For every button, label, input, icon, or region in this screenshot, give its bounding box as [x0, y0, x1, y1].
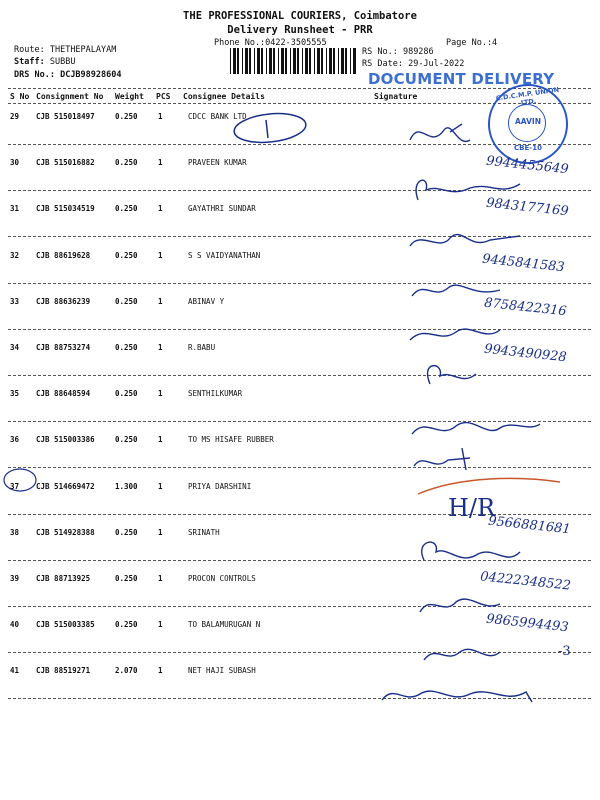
staff-label: Staff:	[14, 57, 45, 67]
row-weight: 0.250	[115, 435, 138, 445]
handwritten-phone: 04222348522	[479, 569, 572, 594]
col-pcs: PCS	[156, 92, 171, 101]
row-pcs: 1	[158, 527, 163, 537]
row-pcs: 1	[158, 620, 163, 630]
row-pcs: 1	[158, 296, 163, 306]
row-sno: 41	[10, 666, 20, 676]
rs-date-label: RS Date:	[362, 59, 403, 69]
row-consignee: TO MS HISAFE RUBBER	[188, 435, 274, 445]
handwritten-phone: 9843177169	[485, 195, 570, 220]
row-consignee: PRAVEEN KUMAR	[188, 158, 247, 168]
row-sno: 37	[10, 481, 20, 491]
row-sno: 32	[10, 250, 20, 260]
document-delivery-stamp: DOCUMENT DELIVERY	[368, 70, 555, 88]
drs-value: DCJB98928604	[60, 70, 122, 80]
col-weight: Weight	[115, 92, 144, 101]
company-title: THE PROFESSIONAL COURIERS, Coimbatore	[183, 10, 417, 22]
handwritten-phone: 9944455649	[485, 153, 570, 178]
col-sno: S No	[10, 92, 30, 101]
rs-no-label: RS No.:	[362, 47, 398, 57]
col-consignment: Consignment No	[36, 92, 104, 101]
row-weight: 0.250	[115, 204, 138, 214]
row-pcs: 1	[158, 158, 163, 168]
row-pcs: 1	[158, 574, 163, 583]
signature-35	[412, 423, 540, 434]
row-consignee: ABINAV Y	[188, 296, 225, 306]
row-weight: 0.250	[115, 112, 138, 121]
row-consignment: CJB 514669472	[36, 481, 95, 491]
row-consignee: PROCON CONTROLS	[188, 574, 256, 583]
row-weight: 0.250	[115, 574, 138, 583]
row-consignment: CJB 88713925	[36, 574, 91, 583]
row-consignment: CJB 88519271	[36, 666, 91, 676]
row-pcs: 1	[158, 112, 163, 121]
row-consignment: CJB 515003386	[36, 435, 95, 445]
handwritten-phone: 9943490928	[483, 341, 568, 366]
row-sno: 33	[10, 296, 20, 306]
row-weight: 0.250	[115, 389, 138, 399]
row-consignment: CJB 88619628	[36, 250, 91, 260]
row-weight: 0.250	[115, 158, 138, 168]
row-sno: 35	[10, 389, 20, 399]
handwritten-phone: 9445841583	[481, 251, 566, 276]
row-sno: 38	[10, 527, 20, 537]
row-consignee: GAYATHRI SUNDAR	[188, 204, 256, 214]
row-consignment: CJB 88636239	[36, 296, 91, 306]
row-weight: 0.250	[115, 620, 138, 630]
row-sno: 36	[10, 435, 20, 445]
row-consignment: CJB 515003385	[36, 620, 95, 630]
staff-value: SUBBU	[49, 57, 76, 67]
handwritten-phone: 8758422316	[483, 295, 568, 320]
signature-36	[414, 448, 470, 470]
row-consignee: R.BABU	[188, 343, 216, 352]
row-consignee: CDCC BANK LTD	[188, 112, 247, 121]
signature-39	[420, 599, 500, 612]
row-consignee: SRINATH	[188, 527, 220, 537]
rs-no-value: 989286	[402, 47, 434, 57]
ink-circle-row-37	[4, 469, 36, 491]
row-sno: 30	[10, 158, 20, 168]
row-pcs: 1	[158, 204, 163, 214]
row-weight: 0.250	[115, 527, 138, 537]
seal-code: CBE-10	[514, 144, 542, 152]
row-consignment: CJB 515034519	[36, 204, 95, 214]
signature-32	[412, 285, 500, 296]
page-number: Page No.:4	[446, 38, 498, 48]
signature-38	[422, 542, 520, 560]
row-pcs: 1	[158, 343, 163, 352]
signature-41	[382, 691, 532, 702]
row-pcs: 1	[158, 389, 163, 399]
signature-33	[410, 329, 500, 340]
row-sno: 39	[10, 574, 20, 583]
ink-red-stroke	[418, 478, 560, 494]
row-weight: 0.250	[115, 296, 138, 306]
phone-number: Phone No.:0422-3505555	[214, 38, 327, 48]
handwritten-note: -3	[558, 644, 571, 659]
rs-date-value: 29-Jul-2022	[408, 59, 465, 69]
col-consignee: Consignee Details	[183, 92, 265, 101]
route-label: Route:	[14, 45, 45, 55]
row-pcs: 1	[158, 666, 163, 676]
handwritten-phone: 9865994493	[485, 611, 570, 636]
row-sno: 31	[10, 204, 20, 214]
row-weight: 0.250	[115, 250, 138, 260]
signature-31	[410, 235, 520, 246]
row-consignee: SENTHILKUMAR	[188, 389, 243, 399]
row-pcs: 1	[158, 481, 163, 491]
row-consignment: CJB 515018497	[36, 112, 95, 121]
seal-center: AAVIN	[515, 117, 541, 126]
row-consignment: CJB 515016882	[36, 158, 95, 168]
signature-40	[424, 649, 500, 660]
drs-label: DRS No.:	[14, 70, 55, 80]
row-pcs: 1	[158, 435, 163, 445]
row-consignment: CJB 88648594	[36, 389, 91, 399]
row-sno: 29	[10, 112, 20, 121]
row-consignee: S S VAIDYANATHAN	[188, 250, 261, 260]
row-sno: 34	[10, 343, 20, 352]
route-value: THETHEPALAYAM	[49, 45, 117, 55]
col-signature: Signature	[374, 92, 418, 101]
doc-title: Delivery Runsheet - PRR	[227, 24, 373, 36]
row-weight: 2.070	[115, 666, 138, 676]
row-weight: 1.300	[115, 481, 138, 491]
row-weight: 0.250	[115, 343, 138, 352]
signature-34	[428, 366, 476, 384]
row-sno: 40	[10, 620, 20, 630]
row-consignment: CJB 88753274	[36, 343, 91, 352]
handwritten-note: H/R	[448, 494, 496, 522]
handwritten-phone: 9566881681	[487, 513, 572, 538]
ink-circle-entry-29	[233, 110, 308, 145]
signature-29	[410, 124, 470, 141]
row-consignee: NET HAJI SUBASH	[188, 666, 256, 676]
row-consignee: TO BALAMURUGAN N	[188, 620, 261, 630]
row-consignment: CJB 514928388	[36, 527, 95, 537]
ink-mark-one	[266, 120, 268, 138]
row-consignee: PRIYA DARSHINI	[188, 481, 252, 491]
seal-union-name: C.D.C.M.P. UNION LTD.	[495, 85, 560, 107]
row-pcs: 1	[158, 250, 163, 260]
